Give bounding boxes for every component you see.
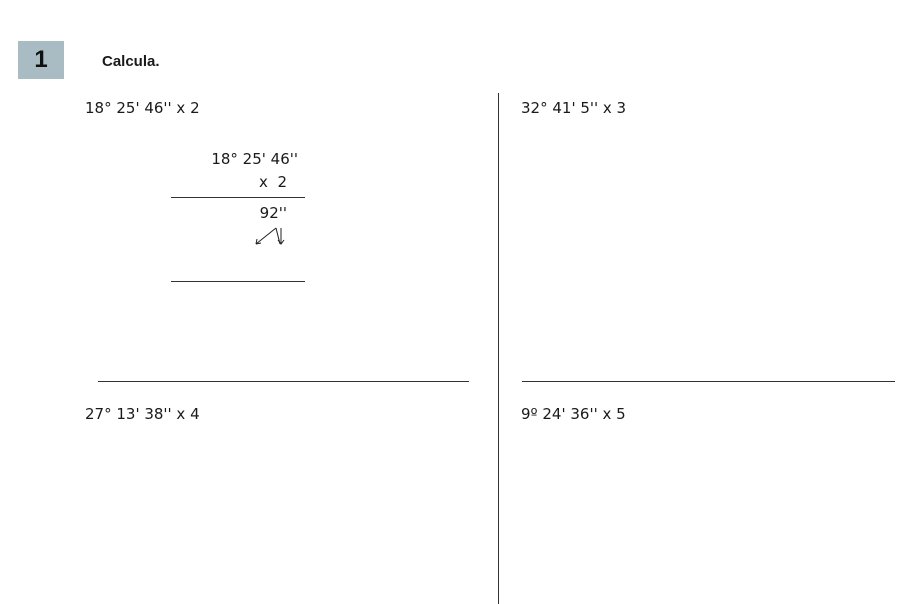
horizontal-divider-right: [522, 381, 895, 382]
vertical-divider: [498, 93, 499, 604]
worked-multiplicand: 18° 25' 46'': [211, 150, 298, 168]
horizontal-divider-left: [98, 381, 469, 382]
problem-2-label: 32° 41' 5'' x 3: [521, 99, 627, 117]
problem-1-label: 18° 25' 46'' x 2: [85, 99, 200, 117]
carry-arrows-icon: [250, 224, 290, 248]
exercise-instruction: Calcula.: [102, 53, 160, 70]
worked-multiplier: x 2: [259, 173, 287, 191]
worked-operation-line: [171, 197, 305, 198]
worked-partial-seconds: 92'': [259, 204, 287, 222]
worked-result-line: [171, 281, 305, 282]
problem-3-label: 27° 13' 38'' x 4: [85, 405, 200, 423]
exercise-number-badge: 1: [18, 41, 64, 79]
problem-4-label: 9º 24' 36'' x 5: [521, 405, 626, 423]
